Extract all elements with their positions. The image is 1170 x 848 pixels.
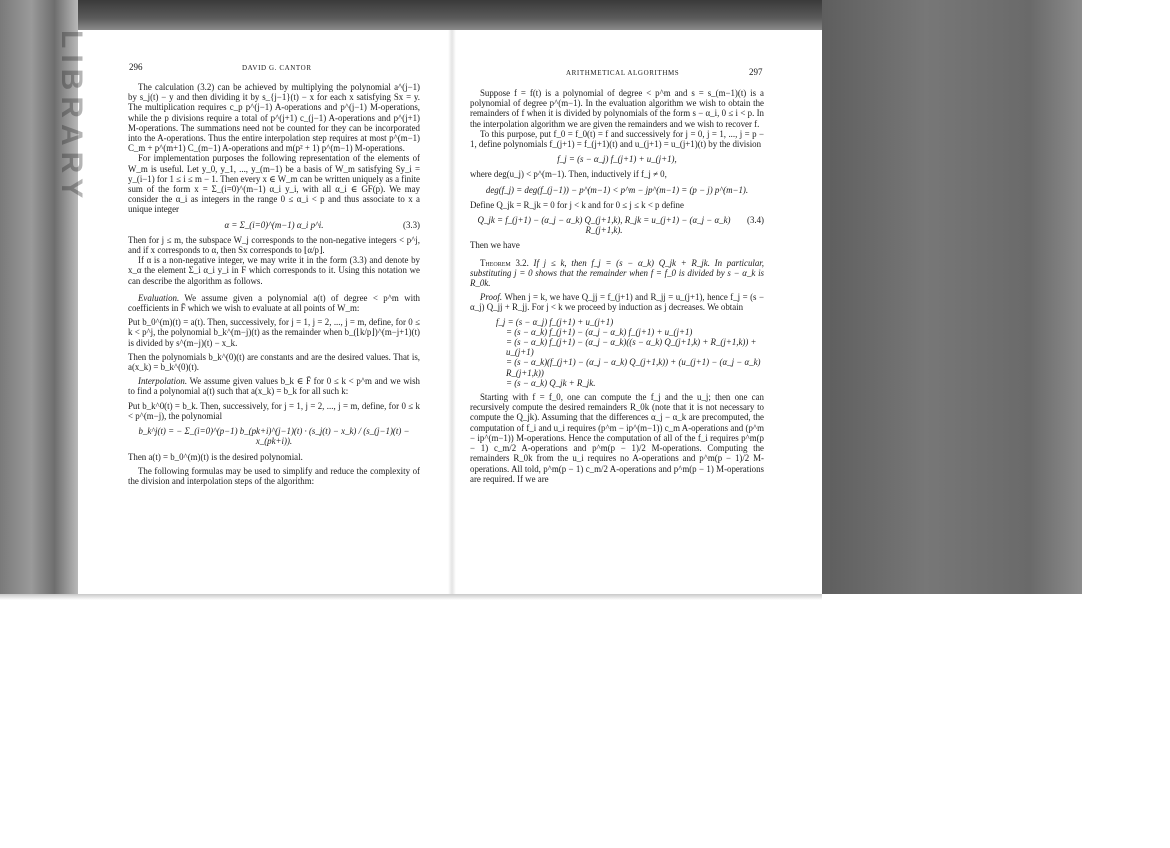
paragraph: The calculation (3.2) can be achieved by multiplying the polynomial a^(j−1) by s_j(t) − y and then dividing it by s_{j−1}(t) − x for each x satisfying Sx = y. The multiplication requires c_p p^(j−1) A-operations and p^(j−1) M-operations, while the p divisions require a total of p^(j+1) c_(j−1) A-operations and p^(j+1) M-operations. The summations need not be counted for they can be incorporated into the A-operations. Thus the entire interpolation step requires at most p^(m−1) C_m + p^(m+1) C_(m−1) A-operations and m(p² + 1) p^(m−1) M-operations. xyxy=(128,82,420,154)
interpolation-text: We assume given values b_k ∈ F̄ for 0 ≤ k < p^m and we wish to find a polynomial a(t) such that a(x_k) = b_k for all such k: xyxy=(128,376,420,397)
equation-degree: deg(f_j) = deg(f_(j−1)) − p^(m−1) < p^m − jp^(m−1) = (p − j) p^(m−1). xyxy=(485,184,749,195)
equation-3-3 xyxy=(128,220,420,230)
paragraph: The following formulas may be used to simplify and reduce the complexity of the division and interpolation steps of the algorithm: xyxy=(128,465,420,486)
theorem-label: Theorem 3.2. xyxy=(480,257,529,268)
derivation-line: = (s − α_k) f_(j+1) − (α_j − α_k) f_(j+1) + u_(j+1) xyxy=(506,326,693,337)
left-page-body xyxy=(128,82,420,486)
interpolation-equation: b_k^j(t) = − Σ_(i=0)^(p−1) b_(pk+i)^(j−1)(t) · (s_j(t) − x_k) / (s_(j−1)(t) − x_(pk+i)). xyxy=(138,426,410,447)
right-page-number: 297 xyxy=(749,67,763,77)
derivation-line: = (s − α_k) f_(j+1) − (α_j − α_k)((s − α_k) Q_(j+1,k) + R_(j+1,k)) + u_(j+1) xyxy=(506,337,757,358)
derivation-line: f_j = (s − α_j) f_(j+1) + u_(j+1) xyxy=(496,316,614,327)
proof-label: Proof. xyxy=(480,292,503,303)
theorem-text: If j ≤ k, then f_j = (s − α_k) Q_jk + R_jk. In particular, substituting j = 0 shows that the remainder when f = f_0 is divided by s − α_k is R_0k. xyxy=(470,257,764,289)
proof-derivation xyxy=(496,317,764,388)
derivation-line: = (s − α_k) Q_jk + R_jk. xyxy=(506,377,596,388)
paragraph: Then a(t) = b_0^(m)(t) is the desired polynomial. xyxy=(128,451,303,462)
equation-3-4 xyxy=(470,215,764,235)
interpolation-heading: Interpolation. xyxy=(138,376,188,387)
paragraph: Starting with f = f_0, one can compute the f_j and the u_j; then one can recursively compute the desired remainders R_0k (note that it is not necessary to compute the Q_jk). Assuming that the differences α_j − α_k are precomputed, the computation of f_i and u_i requires (p^m − ip^(m−1)) c_m A-operations and (p^m − ip^(m−1)) M-operations. Hence the computation of all of the f_i requires p^m(p − 1) c_m/2 A-operations and p^m(p − 1)/2 M-operations. Computing the remainders R_0k from the u_i requires no A-operations and p^m(p − 1)/2 M-operations. All told, p^m(p − 1) c_m/2 A-operations and p^m(p − 1) M-operations are required. If we are xyxy=(470,392,764,484)
paragraph: Define Q_jk = R_jk = 0 for j < k and for 0 ≤ j ≤ k < p define xyxy=(470,199,684,210)
equation-division: f_j = (s − α_j) f_(j+1) + u_(j+1), xyxy=(557,154,677,165)
equation-text: Q_jk = f_(j+1) − (α_j − α_k) Q_(j+1,k), R_jk = u_(j+1) − (α_j − α_k) R_(j+1,k). xyxy=(477,215,731,236)
evaluation-paragraph xyxy=(128,293,420,313)
book-spine: LIBRARY xyxy=(55,30,88,205)
evaluation-text: We assume given a polynomial a(t) of degree < p^m with coefficients in F̄ which we wish to evaluate at all points of W_m: xyxy=(128,292,420,314)
paragraph: Suppose f = f(t) is a polynomial of degree < p^m and s = s_(m−1)(t) is a polynomial of degree p^(m−1). In the evaluation algorithm we wish to obtain the remainders of f when it is divided by polynomials of the form s − α_i, 0 ≤ i < p. In the interpolation algorithm we are given the remainders and we wish to recover f. xyxy=(470,88,764,129)
paragraph: To this purpose, put f_0 = f_0(t) = f and successively for j = 0, j = 1, ..., j = p − 1, define polynomials f_(j+1) = f_(j+1)(t) and u_(j+1) = u_(j+1)(t) by the division xyxy=(470,128,764,150)
interpolation-paragraph xyxy=(128,376,420,396)
evaluation-algorithm: Put b_0^(m)(t) = a(t). Then, successively, for j = 1, j = 2, ..., j = m, define, for 0 ≤ k < p^j, the polynomial b_k^(m−j)(t) as the remainder when b_(⌊k/p⌋)^(m−j+1)(t) is divided by s^(m−j)(t) − x_k. xyxy=(128,317,420,348)
equation-label: (3.4) xyxy=(746,215,764,226)
paragraph: For implementation purposes the following representation of the elements of W_m is useful. Let y_0, y_1, ..., y_(m−1) be a basis of W_m satisfying Sy_i = y_(i−1) for 1 ≤ i ≤ m − 1. Then every x ∈ W_m can be written uniquely as a finite sum of the form x = Σ_(i=0)^(m−1) α_i y_i, with all α_i ∈ GF(p). We may consider the α_i as integers in the range 0 ≤ α_i < p and thus associate to x a unique integer xyxy=(128,153,420,215)
derivation-line: = (s − α_k)(f_(j+1) − (α_j − α_k) Q_(j+1,k)) + (u_(j+1) − (α_j − α_k) R_(j+1,k)) xyxy=(506,357,761,378)
paragraph: Then for j ≤ m, the subspace W_j corresponds to the non-negative integers < p^j, and if x corresponds to α, then Sx corresponds to ⌊α/p⌋. xyxy=(128,234,420,256)
scan-shadow-right xyxy=(822,0,1082,594)
proof-text: When j = k, we have Q_jj = f_(j+1) and R_jj = u_(j+1), hence f_j = (s − α_j) Q_jj + R_jj. For j < k we proceed by induction as j decreases. We obtain xyxy=(470,292,764,313)
paragraph: If α is a non-negative integer, we may write it in the form (3.3) and denote by x_α the element Σ_i α_i y_i in F which corresponds to it. Using this notation we can describe the algorithm as follows. xyxy=(128,255,420,286)
theorem xyxy=(470,258,764,289)
right-running-head: ARITHMETICAL ALGORITHMS xyxy=(566,69,680,77)
equation-label: (3.3) xyxy=(402,219,420,230)
evaluation-heading: Evaluation. xyxy=(138,292,180,303)
paragraph: Then we have xyxy=(470,240,520,251)
scan-shadow-bottom xyxy=(0,594,822,600)
page-gutter xyxy=(448,30,456,594)
paragraph: where deg(u_j) < p^(m−1). Then, inductively if f_j ≠ 0, xyxy=(470,169,667,180)
equation-text: α = Σ_(i=0)^(m−1) α_i p^i. xyxy=(224,219,324,230)
left-page-number: 296 xyxy=(129,62,143,72)
right-page-body xyxy=(470,88,764,484)
interpolation-algorithm: Put b_k^0(t) = b_k. Then, successively, for j = 1, j = 2, ..., j = m, define, for 0 ≤ k < p^(m−j), the polynomial xyxy=(128,400,420,421)
paragraph: Then the polynomials b_k^(0)(t) are constants and are the desired values. That is, a(x_k) = b_k^(0)(t). xyxy=(128,351,420,373)
proof xyxy=(470,292,764,312)
left-running-head: DAVID G. CANTOR xyxy=(242,64,312,72)
